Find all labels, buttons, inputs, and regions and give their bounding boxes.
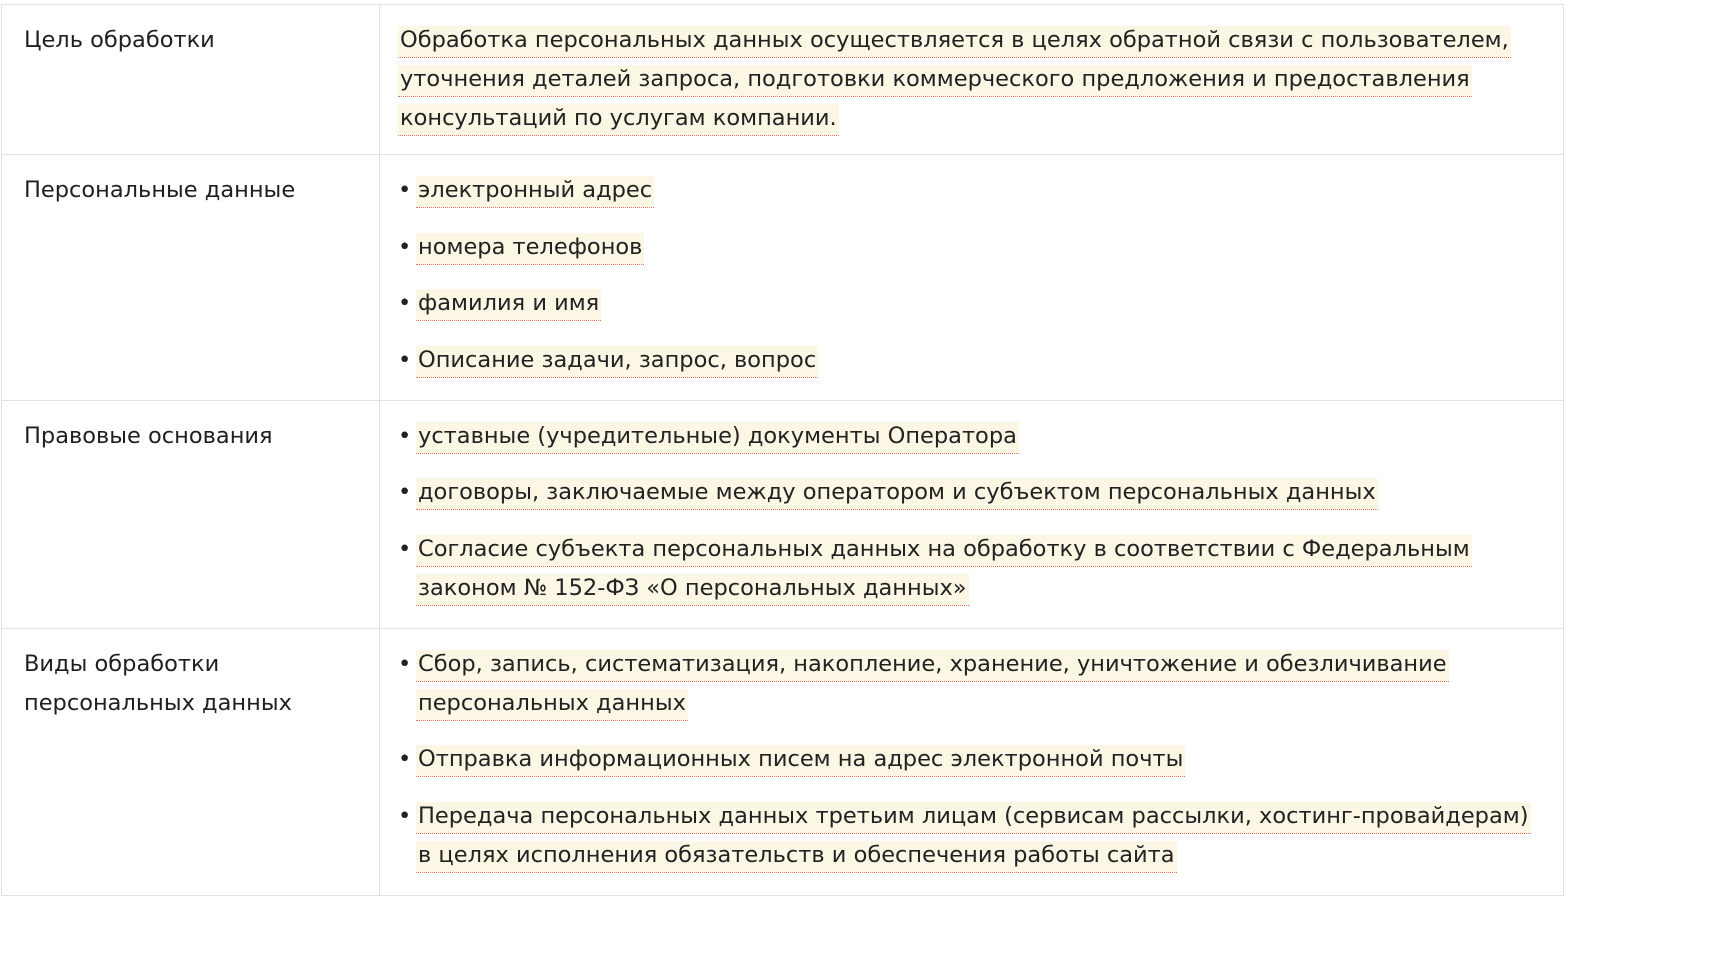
row-label-text: Цель обработки bbox=[24, 27, 215, 53]
list-item-text: номера телефонов bbox=[416, 233, 644, 265]
row-label-personal-data bbox=[2, 155, 380, 401]
row-label-text: Виды обработки персональных данных bbox=[24, 650, 292, 716]
row-label-processing-types bbox=[2, 628, 380, 895]
table-row-processing-types bbox=[2, 628, 1564, 895]
row-label-text: Правовые основания bbox=[24, 422, 273, 449]
purpose-text: Обработка персональных данных осуществляется в целях обратной связи с пользователем, уточнения деталей запроса, подготовки коммерческого предложения и предоставления консультаций по услугам компании. bbox=[398, 26, 1511, 136]
list-item bbox=[398, 171, 1543, 210]
row-label-text: Персональные данные bbox=[24, 177, 296, 203]
list-item-text: Сбор, запись, систематизация, накопление, хранение, уничтожение и обезличивание персональных данных bbox=[416, 650, 1449, 721]
row-value-purpose bbox=[380, 5, 1564, 155]
row-label-purpose bbox=[2, 5, 380, 155]
list-item bbox=[398, 797, 1543, 875]
list-item-text: Описание задачи, запрос, вопрос bbox=[416, 346, 818, 378]
list-item-text: Передача персональных данных третьим лицам (сервисам рассылки, хостинг-провайдерам) в целях исполнения обязательств и обеспечения работы сайта bbox=[416, 802, 1531, 873]
list-item-text: уставные (учредительные) документы Оператора bbox=[416, 422, 1019, 454]
list-item bbox=[398, 341, 1543, 380]
list-item bbox=[398, 284, 1543, 323]
list-item-text: Отправка информационных писем на адрес электронной почты bbox=[416, 745, 1185, 777]
table-row-personal-data bbox=[2, 155, 1564, 401]
table-row-purpose bbox=[2, 5, 1564, 155]
list-item bbox=[398, 473, 1543, 512]
row-value-legal-grounds bbox=[380, 400, 1564, 628]
personal-data-policy-table bbox=[1, 4, 1564, 896]
list-item bbox=[398, 228, 1543, 267]
list-item bbox=[398, 645, 1543, 723]
list-item-text: фамилия и имя bbox=[416, 289, 601, 321]
list-item-text: электронный адрес bbox=[416, 176, 654, 208]
personal-data-list bbox=[398, 171, 1543, 380]
list-item bbox=[398, 417, 1543, 456]
legal-grounds-list bbox=[398, 417, 1543, 608]
list-item-text: Согласие субъекта персональных данных на обработку в соответствии с Федеральным законом № 152-ФЗ «О персональных данных» bbox=[416, 535, 1472, 606]
row-value-personal-data bbox=[380, 155, 1564, 401]
row-value-processing-types bbox=[380, 628, 1564, 895]
list-item bbox=[398, 740, 1543, 779]
list-item bbox=[398, 530, 1543, 608]
list-item-text: договоры, заключаемые между оператором и субъектом персональных данных bbox=[416, 478, 1378, 510]
row-label-legal-grounds bbox=[2, 400, 380, 628]
processing-types-list bbox=[398, 645, 1543, 875]
table-row-legal-grounds bbox=[2, 400, 1564, 628]
